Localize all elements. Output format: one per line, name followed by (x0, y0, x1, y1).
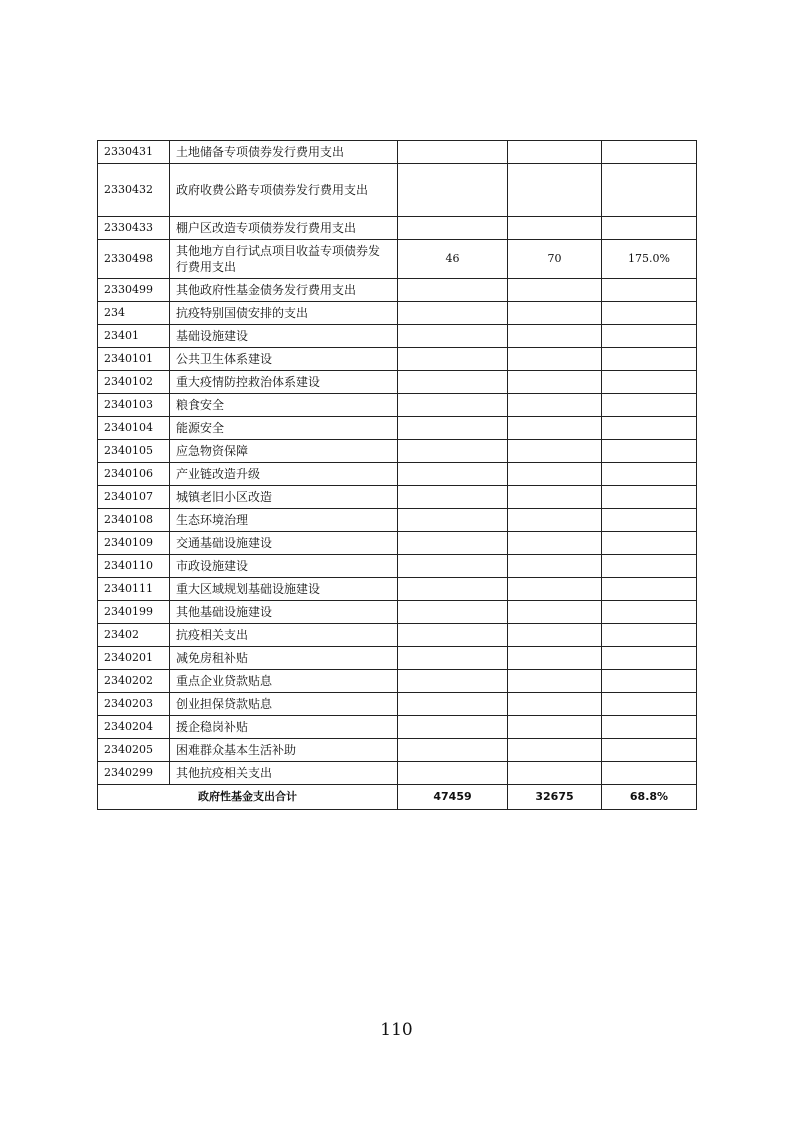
ratio-cell (602, 440, 697, 463)
account-name-cell: 粮食安全 (170, 394, 398, 417)
account-code-cell: 2340101 (98, 348, 170, 371)
account-code-cell: 2340106 (98, 463, 170, 486)
account-name-cell: 产业链改造升级 (170, 463, 398, 486)
table-row (98, 440, 697, 463)
account-code-cell: 2340110 (98, 555, 170, 578)
ratio-cell (602, 532, 697, 555)
actual-cell (508, 555, 602, 578)
table-row (98, 240, 697, 279)
actual-cell (508, 417, 602, 440)
account-name-cell: 能源安全 (170, 417, 398, 440)
budget-cell (398, 217, 508, 240)
total-ratio: 68.8% (602, 785, 697, 810)
budget-cell (398, 670, 508, 693)
page-number: 110 (380, 1020, 413, 1040)
ratio-cell (602, 578, 697, 601)
actual-cell (508, 578, 602, 601)
account-code-cell: 2340107 (98, 486, 170, 509)
ratio-cell (602, 647, 697, 670)
total-actual: 32675 (508, 785, 602, 810)
actual-cell (508, 325, 602, 348)
account-name-cell: 抗疫特别国债安排的支出 (170, 302, 398, 325)
ratio-cell (602, 302, 697, 325)
ratio-cell (602, 371, 697, 394)
table-row (98, 601, 697, 624)
table-row (98, 670, 697, 693)
account-code-cell: 2340109 (98, 532, 170, 555)
table-row (98, 417, 697, 440)
table-row (98, 647, 697, 670)
actual-cell (508, 279, 602, 302)
budget-cell (398, 325, 508, 348)
budget-cell (398, 578, 508, 601)
ratio-cell (602, 141, 697, 164)
actual-cell (508, 486, 602, 509)
account-name-cell: 其他地方自行试点项目收益专项债券发行费用支出 (170, 240, 398, 279)
ratio-cell (602, 509, 697, 532)
table-row (98, 348, 697, 371)
account-name-cell: 重大疫情防控救治体系建设 (170, 371, 398, 394)
budget-cell (398, 647, 508, 670)
table-row (98, 555, 697, 578)
budget-cell (398, 371, 508, 394)
account-code-cell: 2340201 (98, 647, 170, 670)
table-row (98, 739, 697, 762)
account-code-cell: 2340102 (98, 371, 170, 394)
ratio-cell (602, 325, 697, 348)
budget-cell (398, 394, 508, 417)
account-name-cell: 公共卫生体系建设 (170, 348, 398, 371)
table-row (98, 624, 697, 647)
account-name-cell: 其他政府性基金债务发行费用支出 (170, 279, 398, 302)
account-code-cell: 234 (98, 302, 170, 325)
budget-cell (398, 532, 508, 555)
table-row (98, 532, 697, 555)
actual-cell (508, 509, 602, 532)
ratio-cell (602, 164, 697, 217)
account-code-cell: 2330432 (98, 164, 170, 217)
budget-cell (398, 739, 508, 762)
table-row (98, 463, 697, 486)
budget-cell (398, 463, 508, 486)
table-row (98, 716, 697, 739)
budget-cell (398, 716, 508, 739)
account-name-cell: 重点企业贷款贴息 (170, 670, 398, 693)
account-code-cell: 2340205 (98, 739, 170, 762)
actual-cell (508, 371, 602, 394)
ratio-cell (602, 394, 697, 417)
account-name-cell: 其他基础设施建设 (170, 601, 398, 624)
account-name-cell: 政府收费公路专项债券发行费用支出 (170, 164, 398, 217)
account-code-cell: 2340105 (98, 440, 170, 463)
ratio-cell (602, 486, 697, 509)
ratio-cell (602, 279, 697, 302)
account-code-cell: 2330498 (98, 240, 170, 279)
actual-cell (508, 762, 602, 785)
account-name-cell: 抗疫相关支出 (170, 624, 398, 647)
account-code-cell: 2340203 (98, 693, 170, 716)
ratio-cell (602, 716, 697, 739)
account-name-cell: 援企稳岗补贴 (170, 716, 398, 739)
table-row (98, 141, 697, 164)
account-name-cell: 生态环境治理 (170, 509, 398, 532)
actual-cell (508, 716, 602, 739)
account-name-cell: 其他抗疫相关支出 (170, 762, 398, 785)
account-code-cell: 2340108 (98, 509, 170, 532)
budget-cell (398, 141, 508, 164)
actual-cell (508, 394, 602, 417)
budget-cell (398, 762, 508, 785)
table-row (98, 279, 697, 302)
budget-cell (398, 693, 508, 716)
account-code-cell: 2330431 (98, 141, 170, 164)
budget-cell (398, 348, 508, 371)
budget-cell (398, 417, 508, 440)
account-name-cell: 基础设施建设 (170, 325, 398, 348)
ratio-cell (602, 693, 697, 716)
account-code-cell: 23402 (98, 624, 170, 647)
account-code-cell: 2340104 (98, 417, 170, 440)
ratio-cell (602, 555, 697, 578)
actual-cell (508, 217, 602, 240)
table-row (98, 762, 697, 785)
actual-cell (508, 302, 602, 325)
account-name-cell: 城镇老旧小区改造 (170, 486, 398, 509)
budget-cell: 46 (398, 240, 508, 279)
account-code-cell: 2340111 (98, 578, 170, 601)
table-row (98, 509, 697, 532)
account-name-cell: 应急物资保障 (170, 440, 398, 463)
table-body (98, 141, 697, 785)
ratio-cell (602, 670, 697, 693)
table-row (98, 217, 697, 240)
ratio-cell (602, 417, 697, 440)
account-code-cell: 2340204 (98, 716, 170, 739)
ratio-cell (602, 762, 697, 785)
fund-expenditure-table (97, 140, 697, 810)
account-code-cell: 2330433 (98, 217, 170, 240)
account-code-cell: 2330499 (98, 279, 170, 302)
actual-cell (508, 348, 602, 371)
ratio-cell (602, 624, 697, 647)
actual-cell (508, 624, 602, 647)
actual-cell (508, 141, 602, 164)
budget-cell (398, 302, 508, 325)
account-name-cell: 重大区域规划基础设施建设 (170, 578, 398, 601)
budget-cell (398, 624, 508, 647)
account-code-cell: 2340202 (98, 670, 170, 693)
table-row (98, 693, 697, 716)
actual-cell (508, 463, 602, 486)
account-name-cell: 困难群众基本生活补助 (170, 739, 398, 762)
account-code-cell: 2340299 (98, 762, 170, 785)
budget-cell (398, 601, 508, 624)
account-code-cell: 2340199 (98, 601, 170, 624)
account-name-cell: 交通基础设施建设 (170, 532, 398, 555)
table-row (98, 325, 697, 348)
table-row (98, 164, 697, 217)
budget-cell (398, 555, 508, 578)
actual-cell (508, 601, 602, 624)
ratio-cell (602, 217, 697, 240)
table-row (98, 578, 697, 601)
ratio-cell (602, 348, 697, 371)
table-row (98, 302, 697, 325)
account-name-cell: 土地储备专项债券发行费用支出 (170, 141, 398, 164)
actual-cell (508, 670, 602, 693)
actual-cell (508, 739, 602, 762)
total-row (98, 785, 697, 810)
ratio-cell (602, 739, 697, 762)
budget-cell (398, 279, 508, 302)
actual-cell (508, 532, 602, 555)
account-name-cell: 创业担保贷款贴息 (170, 693, 398, 716)
actual-cell (508, 440, 602, 463)
actual-cell (508, 693, 602, 716)
actual-cell (508, 164, 602, 217)
table-row (98, 486, 697, 509)
budget-cell (398, 164, 508, 217)
actual-cell (508, 647, 602, 670)
total-budget: 47459 (398, 785, 508, 810)
actual-cell: 70 (508, 240, 602, 279)
account-name-cell: 棚户区改造专项债券发行费用支出 (170, 217, 398, 240)
account-code-cell: 23401 (98, 325, 170, 348)
budget-cell (398, 486, 508, 509)
ratio-cell (602, 601, 697, 624)
account-code-cell: 2340103 (98, 394, 170, 417)
account-name-cell: 减免房租补贴 (170, 647, 398, 670)
ratio-cell (602, 463, 697, 486)
budget-cell (398, 509, 508, 532)
table-row (98, 371, 697, 394)
ratio-cell: 175.0% (602, 240, 697, 279)
table-row (98, 394, 697, 417)
budget-cell (398, 440, 508, 463)
total-label: 政府性基金支出合计 (98, 785, 398, 810)
account-name-cell: 市政设施建设 (170, 555, 398, 578)
